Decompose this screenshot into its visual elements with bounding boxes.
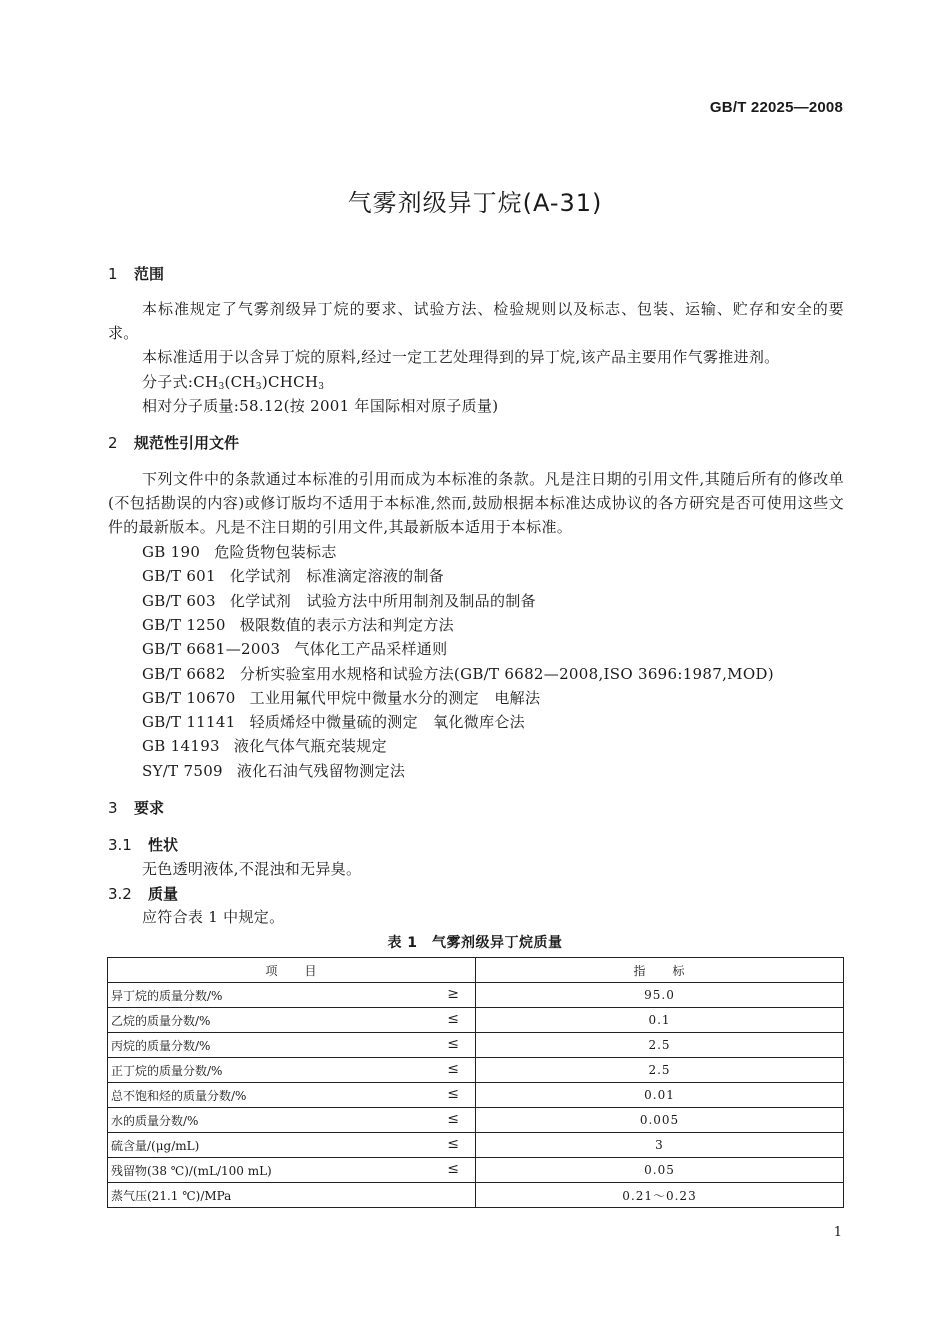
item-cell bbox=[108, 1008, 476, 1033]
standard-code: GB/T 22025—2008 bbox=[709, 99, 843, 116]
reference-item bbox=[142, 686, 540, 710]
scope-paragraph-2: 本标准适用于以含异丁烷的原料,经过一定工艺处理得到的异丁烷,该产品主要用作气雾推进剂。 bbox=[142, 348, 780, 366]
appearance-text: 无色透明液体,不混浊和无异臭。 bbox=[142, 860, 362, 878]
section-title: 范围 bbox=[134, 265, 165, 283]
table-row bbox=[108, 1058, 844, 1083]
reference-item bbox=[142, 662, 774, 686]
reference-title: 气体化工产品采样通则 bbox=[294, 640, 448, 659]
table-row bbox=[108, 1108, 844, 1133]
value-cell: 0.05 bbox=[476, 1158, 844, 1183]
formula-part: CH bbox=[193, 373, 219, 391]
item-label: 丙烷的质量分数/% bbox=[111, 1038, 211, 1053]
header-item: 项 目 bbox=[108, 958, 476, 983]
table-caption: 表 1 气雾剂级异丁烷质量 bbox=[387, 935, 563, 951]
normative-references-intro: 下列文件中的条款通过本标准的引用而成为本标准的条款。凡是注日期的引用文件,其随后所有的修改单(不包括勘误的内容)或修订版均不适用于本标准,然而,鼓励根据本标准达成协议的各方研究是否可使用这些文件的最新版本。凡是不注日期的引用文件,其最新版本适用于本标准。 bbox=[108, 470, 844, 536]
section-title: 质量 bbox=[148, 885, 179, 903]
reference-code: GB/T 1250 bbox=[142, 615, 226, 634]
reference-code: GB/T 10670 bbox=[142, 688, 236, 707]
reference-item bbox=[142, 710, 525, 734]
page-number: 1 bbox=[833, 1225, 842, 1240]
table-row bbox=[108, 1183, 844, 1208]
quality-table bbox=[107, 957, 844, 1208]
item-label: 水的质量分数/% bbox=[111, 1113, 199, 1128]
comparison-operator: ≤ bbox=[447, 1011, 459, 1027]
formula-subscript: 3 bbox=[255, 382, 262, 392]
reference-code: GB 190 bbox=[142, 543, 201, 561]
item-cell bbox=[108, 1083, 476, 1108]
reference-code: SY/T 7509 bbox=[142, 761, 223, 780]
item-cell bbox=[108, 1033, 476, 1058]
molar-mass: 相对分子质量:58.12(按 2001 年国际相对原子质量) bbox=[142, 397, 499, 415]
item-cell bbox=[108, 1133, 476, 1158]
reference-code: GB/T 6682 bbox=[142, 664, 226, 683]
reference-title: 轻质烯烃中微量硫的测定 氧化微库仑法 bbox=[249, 713, 525, 732]
reference-code: GB 14193 bbox=[142, 737, 220, 756]
section-1-heading bbox=[108, 263, 164, 284]
section-2-heading bbox=[108, 432, 239, 453]
reference-code: GB/T 11141 bbox=[142, 713, 236, 732]
item-cell bbox=[108, 983, 476, 1008]
comparison-operator: ≥ bbox=[447, 986, 459, 1002]
table-row bbox=[108, 983, 844, 1008]
quality-text: 应符合表 1 中规定。 bbox=[142, 908, 285, 926]
item-label: 残留物(38 ℃)/(mL/100 mL) bbox=[111, 1163, 272, 1178]
value-cell: 0.21～0.23 bbox=[476, 1183, 844, 1208]
value-cell: 0.01 bbox=[476, 1083, 844, 1108]
value-cell: 0.005 bbox=[476, 1108, 844, 1133]
reference-item bbox=[142, 637, 447, 661]
item-label: 正丁烷的质量分数/% bbox=[111, 1063, 223, 1078]
item-cell bbox=[108, 1183, 476, 1208]
document-title: 气雾剂级异丁烷(A-31) bbox=[347, 189, 603, 217]
reference-title: 极限数值的表示方法和判定方法 bbox=[239, 615, 454, 634]
reference-title: 危险货物包装标志 bbox=[214, 543, 337, 561]
value-cell: 2.5 bbox=[476, 1033, 844, 1058]
table-row bbox=[108, 1008, 844, 1033]
value-cell: 95.0 bbox=[476, 983, 844, 1008]
scope-paragraph-1: 本标准规定了气雾剂级异丁烷的要求、试验方法、检验规则以及标志、包装、运输、贮存和安全的要求。 bbox=[108, 300, 844, 342]
value-cell: 0.1 bbox=[476, 1008, 844, 1033]
section-number: 3.1 bbox=[108, 836, 132, 854]
item-label: 蒸气压(21.1 ℃)/MPa bbox=[111, 1188, 232, 1203]
item-label: 乙烷的质量分数/% bbox=[111, 1013, 211, 1028]
reference-code: GB/T 6681—2003 bbox=[142, 640, 281, 659]
reference-item bbox=[142, 759, 405, 783]
reference-title: 工业用氟代甲烷中微量水分的测定 电解法 bbox=[249, 688, 541, 707]
reference-item bbox=[142, 540, 337, 564]
reference-code: GB/T 601 bbox=[142, 567, 216, 586]
table-row bbox=[108, 1083, 844, 1108]
header-value: 指 标 bbox=[476, 958, 844, 983]
table-row bbox=[108, 1033, 844, 1058]
section-number: 1 bbox=[108, 265, 118, 283]
reference-code: GB/T 603 bbox=[142, 591, 216, 610]
section-title: 性状 bbox=[148, 836, 179, 854]
value-cell: 2.5 bbox=[476, 1058, 844, 1083]
comparison-operator: ≤ bbox=[447, 1086, 459, 1102]
comparison-operator: ≤ bbox=[447, 1036, 459, 1052]
section-title: 要求 bbox=[134, 799, 165, 817]
formula-subscript: 3 bbox=[218, 382, 225, 392]
section-title: 规范性引用文件 bbox=[134, 434, 240, 452]
section-3-1-heading bbox=[108, 834, 178, 855]
reference-title: 液化石油气残留物测定法 bbox=[236, 761, 406, 780]
reference-title: 液化气体气瓶充装规定 bbox=[233, 737, 387, 756]
item-cell bbox=[108, 1058, 476, 1083]
reference-title: 分析实验室用水规格和试验方法(GB/T 6682—2008,ISO 3696:1987,MOD) bbox=[239, 664, 774, 683]
section-number: 3.2 bbox=[108, 885, 132, 903]
comparison-operator: ≤ bbox=[447, 1161, 459, 1177]
section-3-2-heading bbox=[108, 883, 178, 904]
comparison-operator: ≤ bbox=[447, 1061, 459, 1077]
item-label: 总不饱和烃的质量分数/% bbox=[111, 1088, 247, 1103]
table-row bbox=[108, 1133, 844, 1158]
reference-title: 化学试剂 标准滴定溶液的制备 bbox=[229, 567, 445, 586]
formula-subscript: 3 bbox=[318, 382, 325, 392]
reference-item bbox=[142, 734, 387, 758]
section-number: 3 bbox=[108, 799, 118, 817]
reference-title: 化学试剂 试验方法中所用制剂及制品的制备 bbox=[229, 591, 536, 610]
table-row bbox=[108, 1158, 844, 1183]
item-label: 异丁烷的质量分数/% bbox=[111, 988, 223, 1003]
table-header-row bbox=[108, 958, 844, 983]
section-number: 2 bbox=[108, 434, 118, 452]
formula-part: (CH bbox=[224, 373, 256, 391]
section-3-heading bbox=[108, 797, 164, 818]
comparison-operator: ≤ bbox=[447, 1136, 459, 1152]
table-body bbox=[108, 983, 844, 1208]
formula-part: )CHCH bbox=[261, 373, 319, 391]
reference-item bbox=[142, 589, 536, 613]
reference-item bbox=[142, 564, 444, 588]
formula-label: 分子式: bbox=[142, 373, 194, 391]
value-cell: 3 bbox=[476, 1133, 844, 1158]
comparison-operator: ≤ bbox=[447, 1111, 459, 1127]
item-cell bbox=[108, 1108, 476, 1133]
item-cell bbox=[108, 1158, 476, 1183]
item-label: 硫含量/(μg/mL) bbox=[111, 1138, 200, 1153]
reference-item bbox=[142, 613, 454, 637]
